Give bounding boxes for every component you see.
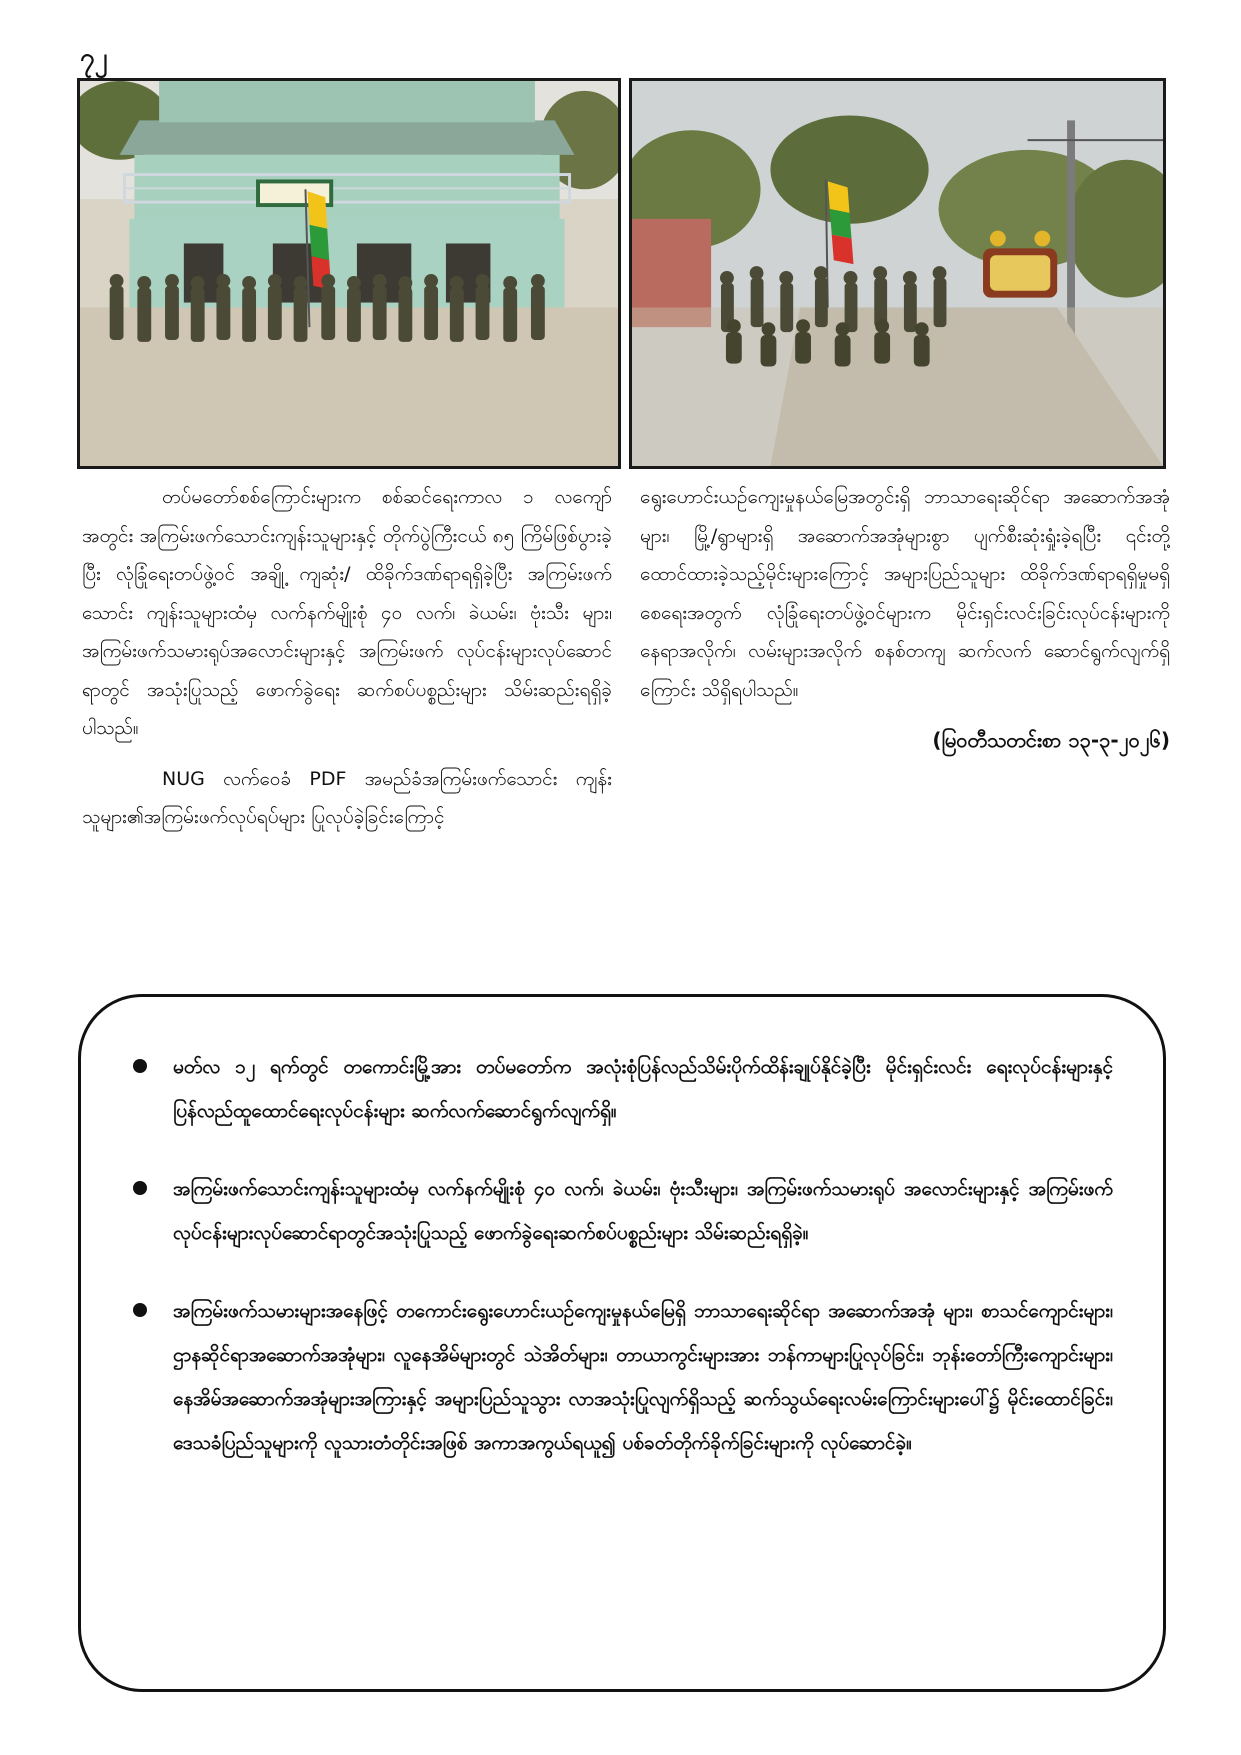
bullet-icon <box>133 1303 147 1317</box>
photo-road-soldiers <box>629 78 1166 469</box>
article-column-left <box>82 478 612 849</box>
summary-text: အကြမ်းဖက်သမားများအနေဖြင့် တကောင်းရွေးဟောင်းယဉ်ကျေးမှုနယ်မြေရှိ ဘာသာရေးဆိုင်ရာ အဆောက်အအုံ များ၊ စာသင်ကျောင်းများ၊ ဌာနဆိုင်ရာအဆောက်အအုံများ၊ လူနေအိမ်များတွင် သဲအိတ်များ၊ တာယာကွင်းများအား ဘန်ကာများပြုလုပ်ခြင်း၊ ဘုန်းတော်ကြီးကျောင်းများ၊ နေအိမ်အဆောက်အအုံများအကြားနှင့် အများပြည်သူသွား လာအသုံးပြုလျက်ရှိသည့် ဆက်သွယ်ရေးလမ်းကြောင်းများပေါ်၌ မိုင်းထောင်ခြင်း၊ ဒေသခံပြည်သူများကို လူသားတံတိုင်းအဖြစ် အကာအကွယ်ရယူ၍ ပစ်ခတ်တိုက်ခိုက်ခြင်းများကို လုပ်ဆောင်ခဲ့။ <box>173 1300 1113 1454</box>
summary-item <box>129 1167 1113 1255</box>
article-paragraph: တပ်မတော်စစ်ကြောင်းများက စစ်ဆင်ရေးကာလ ၁ လကျော်အတွင်း အကြမ်းဖက်သောင်းကျန်းသူများနှင့် တိုက်ပွဲကြီးငယ် ၈၅ ကြိမ်ဖြစ်ပွားခဲ့ပြီး လုံခြုံရေးတပ်ဖွဲ့ဝင် အချို့ ကျဆုံး/ ထိခိုက်ဒဏ်ရာရရှိခဲ့ပြီး အကြမ်းဖက်သောင်း ကျန်းသူများထံမှ လက်နက်မျိုးစုံ ၄၀ လက်၊ ခဲယမ်း၊ ဗုံးသီး များ၊ အကြမ်းဖက်သမားရုပ်အလောင်းများနှင့် အကြမ်းဖက် လုပ်ငန်းများလုပ်ဆောင်ရာတွင် အသုံးပြုသည့် ဖောက်ခွဲရေး ဆက်စပ်ပစ္စည်းများ သိမ်းဆည်းရရှိခဲ့ပါသည်။ <box>82 486 612 739</box>
photo-building-soldiers <box>77 78 621 469</box>
bullet-icon <box>133 1181 147 1195</box>
article-column-right <box>640 478 1170 772</box>
summary-text: မတ်လ ၁၂ ရက်တွင် တကောင်းမြို့အား တပ်မတော်က အလုံးစုံပြန်လည်သိမ်းပိုက်ထိန်းချုပ်နိုင်ခဲ့ပြီး မိုင်းရှင်းလင်း ရေးလုပ်ငန်းများနှင့် ပြန်လည်ထူထောင်ရေးလုပ်ငန်းများ ဆက်လက်ဆောင်ရွက်လျက်ရှိ။ <box>173 1056 1113 1122</box>
summary-item <box>129 1045 1113 1133</box>
source-citation: (မြဝတီသတင်းစာ ၁၃-၃-၂၀၂၆) <box>932 728 1170 752</box>
summary-box <box>78 994 1166 1692</box>
article-paragraph: NUG လက်ဝေခံ PDF အမည်ခံအကြမ်းဖက်သောင်း ကျန်းသူများ၏အကြမ်းဖက်လုပ်ရပ်များ ပြုလုပ်ခဲ့ခြင်းကြောင့် <box>82 767 612 828</box>
article-paragraph: ရွေးဟောင်းယဉ်ကျေးမှုနယ်မြေအတွင်းရှိ ဘာသာရေးဆိုင်ရာ အဆောက်အအုံများ၊ မြို့/ရွာများရှိ အဆောက်အအုံများစွာ ပျက်စီးဆုံးရှုံးခဲ့ရပြီး ၎င်းတို့ထောင်ထားခဲ့သည့်မိုင်းများကြောင့် အများပြည်သူများ ထိခိုက်ဒဏ်ရာရရှိမှုမရှိစေရေးအတွက် လုံခြုံရေးတပ်ဖွဲ့ဝင်များက မိုင်းရှင်းလင်းခြင်းလုပ်ငန်းများကို နေရာအလိုက်၊ လမ်းများအလိုက် စနစ်တကျ ဆက်လက် ဆောင်ရွက်လျက်ရှိကြောင်း သိရှိရပါသည်။ <box>640 486 1170 701</box>
page-number: ၇၂ <box>80 43 108 73</box>
bullet-icon <box>133 1059 147 1073</box>
summary-item <box>129 1289 1113 1465</box>
summary-text: အကြမ်းဖက်သောင်းကျန်းသူများထံမှ လက်နက်မျိုးစုံ ၄၀ လက်၊ ခဲယမ်း၊ ဗုံးသီးများ၊ အကြမ်းဖက်သမားရုပ် အလောင်းများနှင့် အကြမ်းဖက်လုပ်ငန်းများလုပ်ဆောင်ရာတွင်အသုံးပြုသည့် ဖောက်ခွဲရေးဆက်စပ်ပစ္စည်းများ သိမ်းဆည်းရရှိခဲ့။ <box>173 1178 1113 1244</box>
